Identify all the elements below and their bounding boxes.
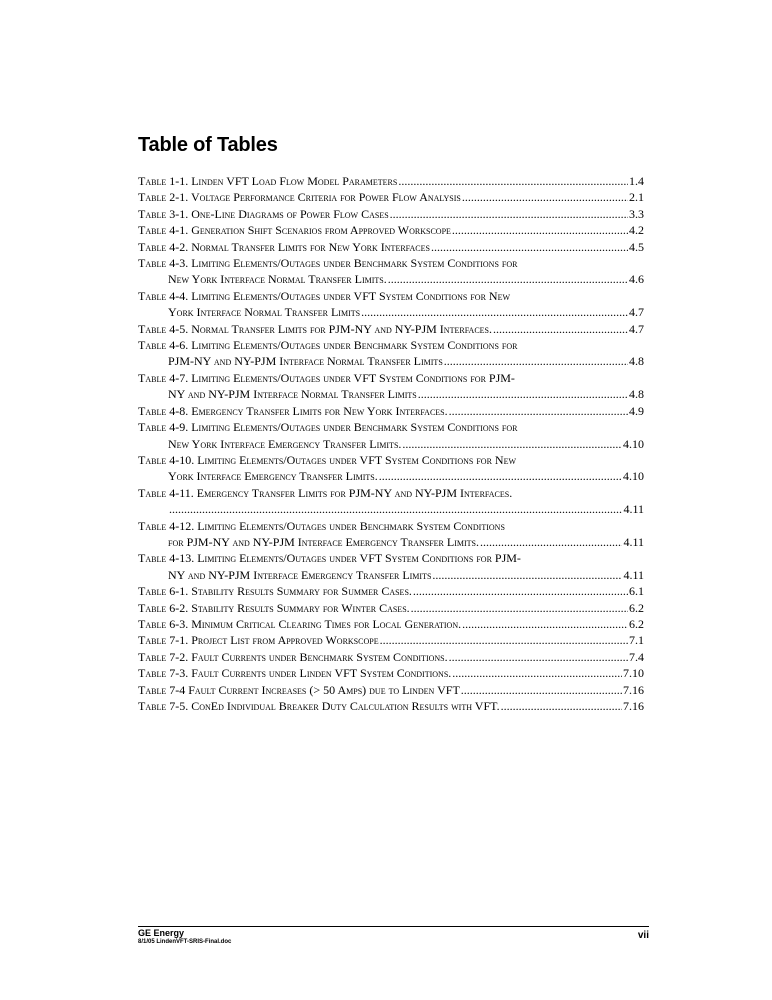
toc-leader-dots: [379, 468, 622, 484]
toc-leader-dots: [449, 649, 628, 665]
toc-leader-dots: [398, 173, 628, 189]
toc-entry[interactable]: [138, 682, 644, 698]
toc-page-number: 4.2: [629, 223, 644, 238]
toc-entry-text: Table 4-7. Limiting Elements/Outages under VFT System Conditions for PJM-: [138, 370, 515, 385]
toc-entry-line: [138, 600, 644, 616]
toc-entry-text: Table 4-9. Limiting Elements/Outages under Benchmark System Conditions for: [138, 420, 518, 435]
toc-entry-text: Table 1-1. Linden VFT Load Flow Model Parameters: [138, 174, 398, 188]
toc-leader-dots: [462, 189, 628, 205]
toc-entry[interactable]: [138, 337, 644, 370]
toc-entry[interactable]: [138, 665, 644, 681]
toc-leader-dots: [493, 321, 628, 337]
toc-entry-line: [138, 304, 644, 320]
toc-entry-text: Table 7-4 Fault Current Increases (> 50 Amps) due to Linden VFT: [138, 682, 460, 697]
toc-page-number: 6.2: [629, 616, 644, 631]
toc-entry-text: New York Interface Normal Transfer Limits.: [168, 272, 387, 287]
toc-entry-line: [138, 534, 644, 550]
footer-company: GE Energy: [138, 928, 185, 938]
toc-entry-line: [138, 583, 644, 599]
toc-page-number: 4.9: [629, 403, 644, 418]
toc-entry-line: [138, 206, 644, 222]
toc-entry[interactable]: [138, 616, 644, 632]
toc-page-number: 2.1: [629, 190, 644, 205]
toc-entry[interactable]: [138, 452, 644, 485]
toc-leader-dots: [452, 665, 622, 681]
toc-entry-line: [138, 337, 644, 353]
toc-entry-line: [138, 189, 644, 205]
toc-page-number: 6.1: [629, 584, 644, 599]
toc-leader-dots: [480, 534, 622, 550]
toc-page-number: 4.5: [629, 239, 644, 254]
toc-entry-line: [138, 222, 644, 238]
toc-page-number: 7.1: [629, 633, 644, 648]
toc-entry[interactable]: [138, 222, 644, 238]
toc-leader-dots: [169, 501, 622, 517]
toc-entry[interactable]: [138, 255, 644, 288]
toc-page-number: 4.10: [623, 436, 644, 451]
toc-entry[interactable]: [138, 206, 644, 222]
toc-entry-line: [138, 239, 644, 255]
toc-entry-text: Table 4-10. Limiting Elements/Outages under VFT System Conditions for New: [138, 452, 517, 467]
toc-entry[interactable]: [138, 698, 644, 714]
footer-filename: 8/1/05 LindenVFT-SRIS-Final.doc: [138, 939, 232, 945]
toc-page-number: 4.11: [623, 534, 644, 549]
toc-page-number: 3.3: [629, 206, 644, 221]
toc-entry-text: Table 4-1. Generation Shift Scenarios from Approved Workscope: [138, 223, 451, 238]
toc-entry-line: [138, 518, 644, 534]
toc-entry[interactable]: [138, 189, 644, 205]
toc-entry-line: [138, 649, 644, 665]
toc-page-number: 4.8: [629, 354, 644, 369]
toc-entry-text: York Interface Emergency Transfer Limits.: [168, 469, 378, 484]
toc-leader-dots: [501, 698, 622, 714]
toc-entry-line: [138, 403, 644, 419]
toc-entry-text: Table 4-3. Limiting Elements/Outages under Benchmark System Conditions for: [138, 256, 518, 271]
toc-leader-dots: [418, 386, 628, 402]
page-title: Table of Tables: [138, 134, 278, 156]
toc-entry-text: Table 3-1. One-Line Diagrams of Power Flow Cases: [138, 206, 389, 221]
toc-leader-dots: [380, 632, 628, 648]
toc-entry[interactable]: [138, 518, 644, 551]
toc-entry-text: Table 4-4. Limiting Elements/Outages under VFT System Conditions for New: [138, 288, 511, 303]
toc-entry-line: [138, 436, 644, 452]
toc-entry[interactable]: [138, 370, 644, 403]
toc-page-number: 7.4: [629, 649, 644, 664]
toc-leader-dots: [361, 304, 628, 320]
toc-entry[interactable]: [138, 550, 644, 583]
toc-entry-line: [138, 370, 644, 386]
toc-entry-line: [138, 616, 644, 632]
toc-page-number: 7.10: [623, 666, 644, 681]
toc-entry-line: [138, 419, 644, 435]
toc-entry-text: Table 7-5. ConEd Individual Breaker Duty Calculation Results with VFT.: [138, 699, 500, 713]
toc-entry-line: [138, 682, 644, 698]
toc-entry-line: [138, 353, 644, 369]
toc-page-number: 4.10: [623, 469, 644, 484]
toc-leader-dots: [388, 271, 628, 287]
toc-leader-dots: [432, 567, 622, 583]
toc-entry-text: Table 6-3. Minimum Critical Clearing Times for Local Generation.: [138, 616, 462, 631]
toc-entry-text: Table 6-1. Stability Results Summary for Summer Cases.: [138, 584, 412, 599]
toc-page-number: 7.16: [623, 682, 644, 697]
toc-entry[interactable]: [138, 321, 644, 337]
toc-entry[interactable]: [138, 649, 644, 665]
toc-entry[interactable]: [138, 403, 644, 419]
toc-entry-text: Table 4-13. Limiting Elements/Outages under VFT System Conditions for PJM-: [138, 551, 521, 566]
toc-entry-text: Table 4-2. Normal Transfer Limits for New York Interfaces: [138, 239, 430, 254]
toc-entry[interactable]: [138, 485, 644, 518]
toc-leader-dots: [444, 353, 628, 369]
toc-page-number: 4.11: [623, 502, 644, 517]
toc-entry-line: [138, 255, 644, 271]
toc-page-number: 4.8: [629, 387, 644, 402]
toc-entry-text: Table 4-12. Limiting Elements/Outages under Benchmark System Conditions: [138, 518, 505, 533]
toc-entry-text: Table 4-8. Emergency Transfer Limits for New York Interfaces.: [138, 403, 448, 418]
toc-leader-dots: [411, 600, 628, 616]
toc-entry[interactable]: [138, 600, 644, 616]
toc-entry-text: Table 2-1. Voltage Performance Criteria for Power Flow Analysis: [138, 190, 461, 205]
toc-leader-dots: [431, 239, 628, 255]
toc-entry-text: New York Interface Emergency Transfer Limits.: [168, 436, 402, 451]
toc-page-number: 4.11: [623, 567, 644, 582]
toc-entry-line: [138, 468, 644, 484]
toc-entry[interactable]: [138, 632, 644, 648]
toc-entry-text: York Interface Normal Transfer Limits: [168, 305, 361, 320]
toc-leader-dots: [402, 436, 622, 452]
toc-page-number: 4.7: [629, 321, 644, 336]
toc-entry-line: [138, 665, 644, 681]
footer-info: [138, 928, 231, 946]
toc-entry-line: [138, 567, 644, 583]
toc-entry-text: Table 6-2. Stability Results Summary for Winter Cases.: [138, 600, 410, 615]
toc-page-number: 1.4: [629, 174, 644, 188]
toc-page-number: 7.16: [623, 699, 644, 713]
toc-entry-line: [138, 485, 644, 501]
toc-entry-line: [138, 452, 644, 468]
toc-leader-dots: [413, 583, 628, 599]
toc-entry-line: [138, 271, 644, 287]
toc-entry-text: for PJM-NY and NY-PJM Interface Emergency Transfer Limits.: [168, 534, 479, 549]
toc-entry-line: [138, 698, 644, 714]
toc-leader-dots: [449, 403, 628, 419]
toc-entry-text: PJM-NY and NY-PJM Interface Normal Transfer Limits: [168, 354, 443, 369]
toc-entry-line: [138, 386, 644, 402]
toc-entry[interactable]: [138, 583, 644, 599]
toc-entry-text: Table 7-2. Fault Currents under Benchmark System Conditions.: [138, 649, 448, 664]
toc-entry-line: [138, 550, 644, 566]
toc-page-number: 4.6: [629, 272, 644, 287]
toc-entry[interactable]: [138, 173, 644, 189]
toc-entry-line: [138, 321, 644, 337]
toc-entry[interactable]: [138, 419, 644, 452]
toc-entry-line: [138, 288, 644, 304]
toc-leader-dots: [390, 206, 628, 222]
toc-entry-text: Table 7-1. Project List from Approved Workscope: [138, 633, 379, 648]
toc-leader-dots: [462, 616, 628, 632]
footer-divider: [138, 926, 649, 927]
toc-entry[interactable]: [138, 288, 644, 321]
toc-entry-text: NY and NY-PJM Interface Normal Transfer Limits: [168, 387, 417, 402]
toc-page-number: 4.7: [629, 305, 644, 320]
toc-entry-text: Table 4-5. Normal Transfer Limits for PJM-NY and NY-PJM Interfaces.: [138, 321, 492, 336]
toc-entry-line: [138, 173, 644, 189]
footer-page-number: vii: [637, 930, 649, 941]
toc-entry-text: Table 7-3. Fault Currents under Linden VFT System Conditions.: [138, 666, 452, 681]
table-of-tables-list: [138, 173, 644, 714]
toc-leader-dots: [461, 682, 622, 698]
toc-entry-line: [138, 501, 644, 517]
toc-page-number: 6.2: [629, 600, 644, 615]
toc-entry-text: NY and NY-PJM Interface Emergency Transfer Limits: [168, 567, 432, 582]
toc-leader-dots: [452, 222, 628, 238]
toc-entry-text: Table 4-6. Limiting Elements/Outages under Benchmark System Conditions for: [138, 338, 518, 353]
toc-entry-text: Table 4-11. Emergency Transfer Limits for PJM-NY and NY-PJM Interfaces.: [138, 485, 513, 500]
toc-entry[interactable]: [138, 239, 644, 255]
toc-entry-line: [138, 632, 644, 648]
